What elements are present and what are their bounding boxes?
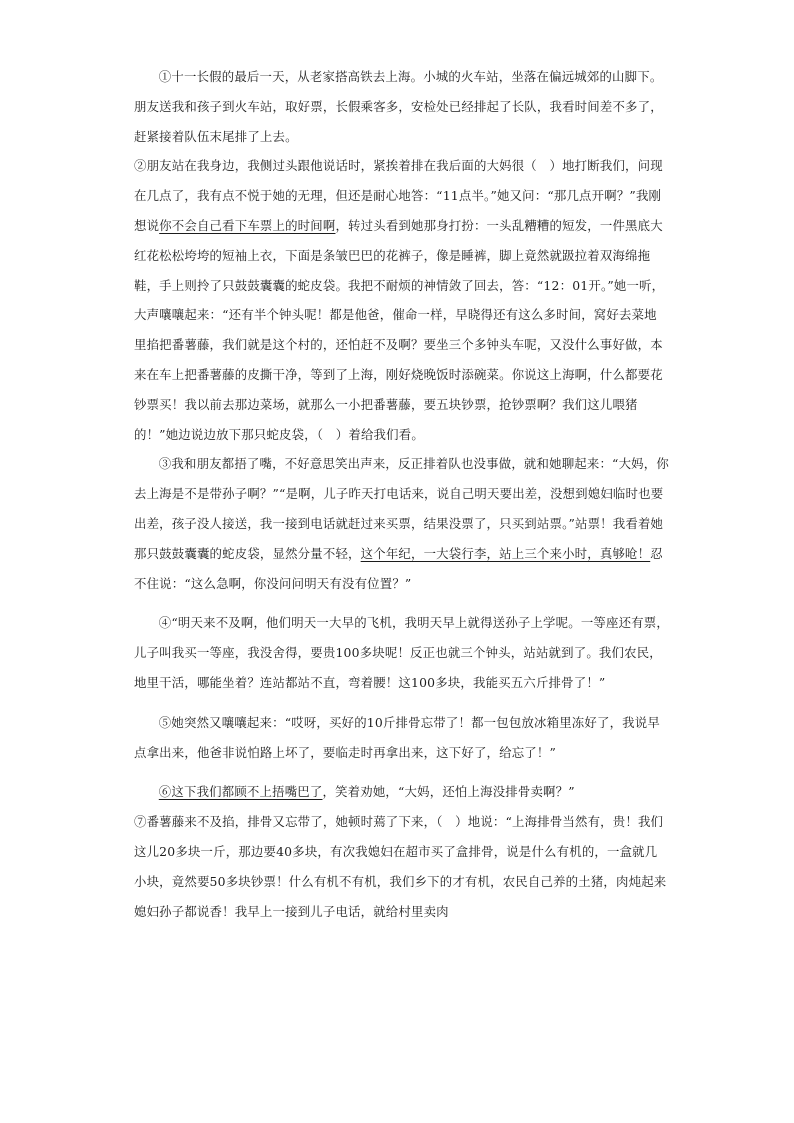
paragraph-3-text-b: 忍不住说：“这么急啊，你没问问明天有没有位置？” xyxy=(134,545,663,591)
paragraph-2-text-a: ②朋友站在我身边，我侧过头跟他说话时，紧挨着排在我后面的大妈很（ ）地打断我们，问现在几点了，我有点不悦于她的无理，但还是耐心地答：“11点半。”她又问：“那几点开啊？”我刚想说 xyxy=(134,158,663,233)
paragraph-7: ⑦番薯藤来不及掐，排骨又忘带了，她顿时蔫了下来，（ ）地说：“上海排骨当然有，贵！我们这儿20多块一斤，那边要40多块，有次我媳妇在超市买了盒排骨，说是什么有机的，一盒就几小块，竟然要50多块钞票！什么有机不有机，我们乡下的才有机，农民自己养的土猪，肉炖起来媳妇孙子都说香！我早上一接到儿子电话，就给村里卖肉 xyxy=(134,814,667,919)
paragraph-6-text-b: ，笑着劝她，“大妈，还怕上海没排骨卖啊？” xyxy=(322,784,575,800)
paragraph-4: ④“明天来不及啊，他们明天一大早的飞机，我明天早上就得送孙子上学呢。一等座还有票，儿子叫我买一等座，我没舍得，要贵100多块呢！反正也就三个钟头，站站就到了。我们农民，地里干活，哪能坐着？连站都站不直，弯着腰！这100多块，我能买五六斤排骨了！” xyxy=(134,615,669,690)
paragraph-3 xyxy=(134,449,669,598)
paragraph-1: ①十一长假的最后一天，从老家搭高铁去上海。小城的火车站，坐落在偏远城郊的山脚下。朋友送我和孩子到火车站，取好票，长假乘客多，安检处已经排起了长队，我看时间差不多了，赶紧接着队伍末尾排了上去。 xyxy=(134,69,663,144)
paragraph-3-underlined-sentence: 这个年纪，一大袋行李，站上三个来小时，真够呛！ xyxy=(360,545,651,561)
paragraph-6 xyxy=(134,777,669,807)
paragraph-2 xyxy=(134,151,669,449)
paragraph-2-text-b: ，转过头看到她那身打扮：一头乱糟糟的短发，一件黑底大红花松松垮垮的短袖上衣，下面是条皱巴巴的花裤子，像是睡裤，脚上竟然就趿拉着双海绵拖鞋，手上则拎了只鼓鼓囊囊的蛇皮袋。我把不耐烦的神情敛了回去，答：“12：01开。”她一听，大声嚷嚷起来：“还有半个钟头呢！都是他爸，催命一样，早晓得还有这么多时间，窝好去菜地里掐把番薯藤，我们就是这个村的，还怕赶不及啊？要坐三个多钟头车呢，又没什么事好做，本来在车上把番薯藤的皮撕干净，等到了上海，刚好烧晚饭时添碗菜。你说这上海啊，什么都要花钞票买！我以前去那边菜场，就那么一小把番薯藤，要五块钞票，抢钞票啊？我们这儿喂猪的！”她边说边放下那只蛇皮袋，（ ）着给我们看。 xyxy=(134,217,665,442)
article-body xyxy=(134,62,669,926)
paragraph-3-text-a: ③我和朋友都捂了嘴，不好意思笑出声来，反正排着队也没事做，就和她聊起来：“大妈，你去上海是不是带孙子啊？”“是啊，儿子昨天打电话来，说自己明天要出差，没想到媳妇临时也要出差，孩子没人接送，我一接到电话就赶过来买票，结果没票了，只买到站票。”站票！我看着她那只鼓鼓囊囊的蛇皮袋，显然分量不轻， xyxy=(134,456,669,561)
paragraph-5: ⑤她突然又嚷嚷起来：“哎呀，买好的10斤排骨忘带了！都一包包放冰箱里冻好了，我说早点拿出来，他爸非说怕路上坏了，要临走时再拿出来，这下好了，给忘了！” xyxy=(134,714,660,760)
paragraph-6-underlined-sentence: ⑥这下我们都顾不上捂嘴巴了 xyxy=(158,784,323,800)
paragraph-2-underlined-question: 你不会自己看下车票上的时间啊 xyxy=(159,217,336,233)
